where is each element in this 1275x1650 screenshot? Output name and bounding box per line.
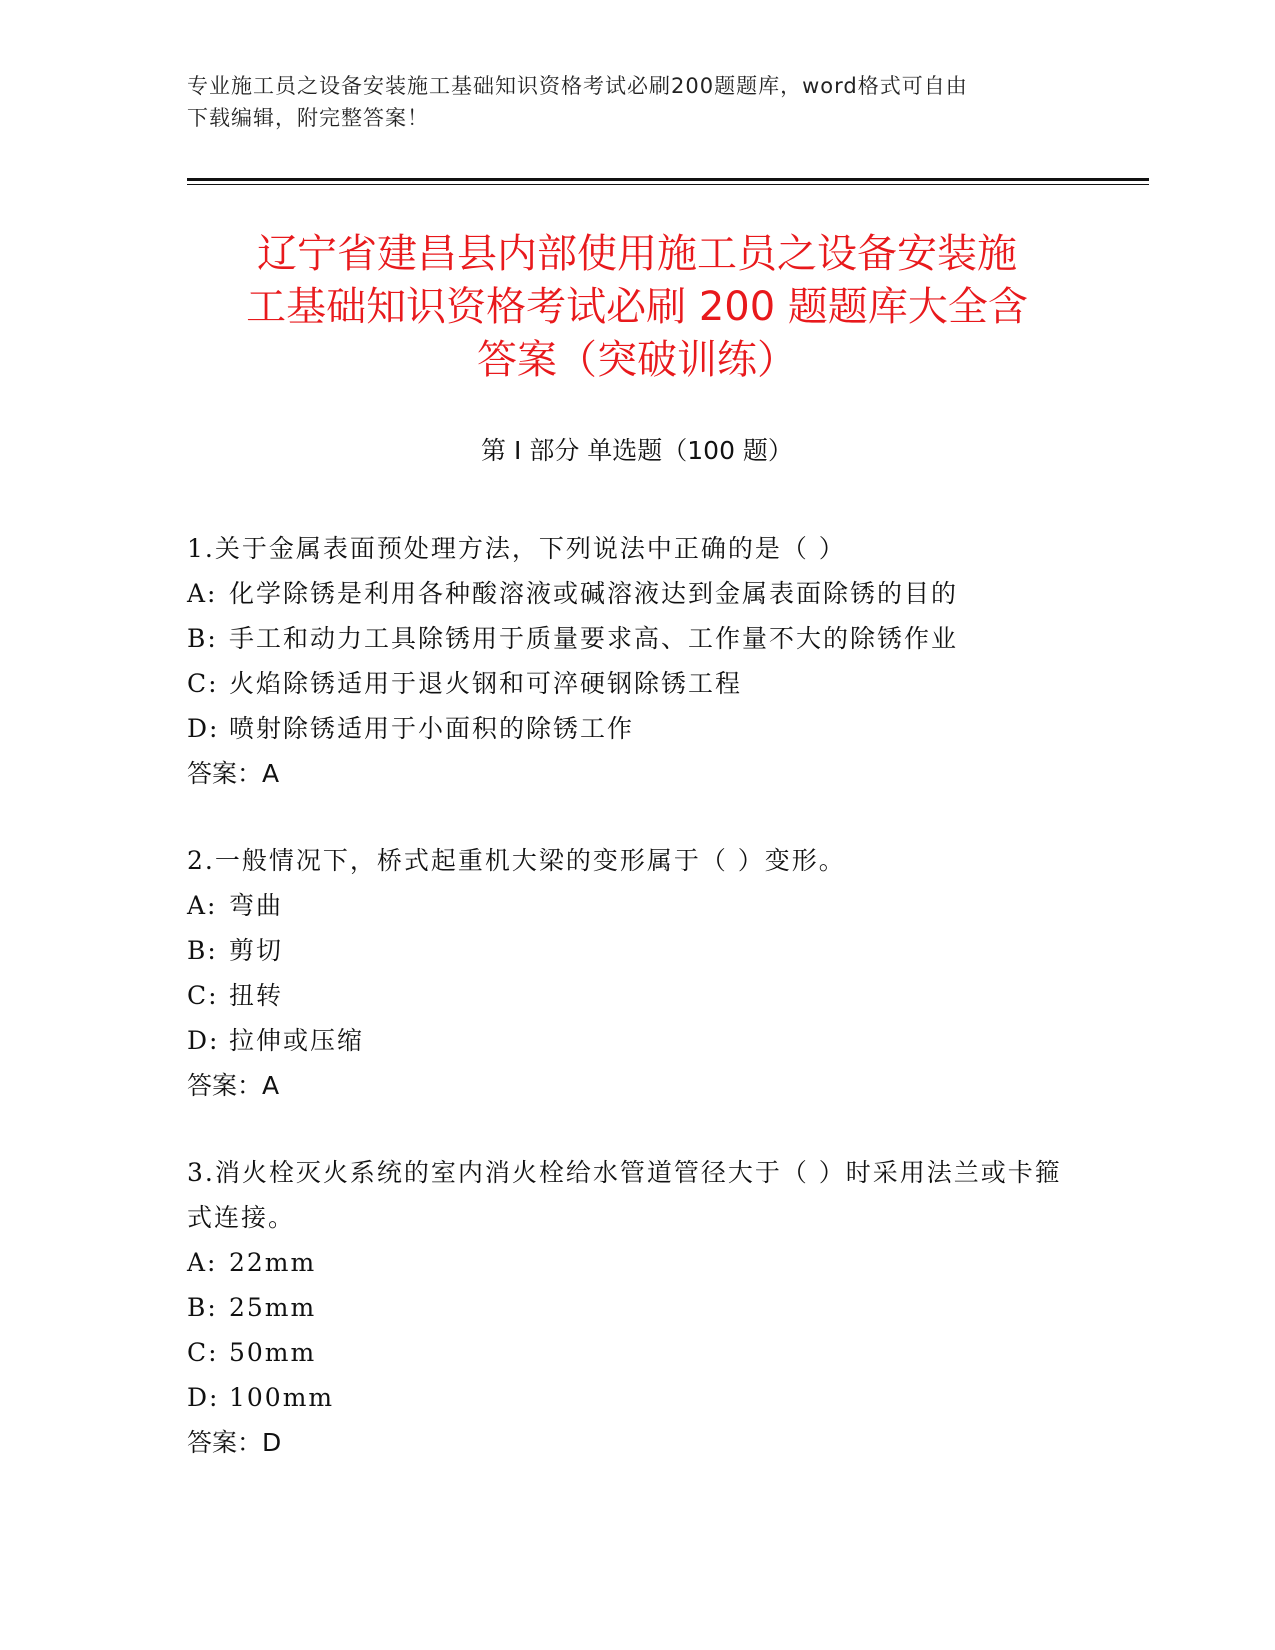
document-title xyxy=(187,228,1087,387)
option-text: 喷射除锈适用于小面积的除锈工作 xyxy=(229,714,635,743)
section-heading: 第 I 部分 单选题（100 题） xyxy=(481,436,793,465)
option-key: A: xyxy=(187,1248,218,1277)
option-text: 50mm xyxy=(229,1338,317,1367)
option-text: 火焰除锈适用于退火钢和可淬硬钢除锈工程 xyxy=(229,669,743,698)
option-key: B: xyxy=(187,624,218,653)
header-line-1: 专业施工员之设备安装施工基础知识资格考试必刷200题题库，word格式可自由 xyxy=(187,74,968,98)
question-list xyxy=(187,526,1067,1507)
header-line-2: 下载编辑，附完整答案！ xyxy=(187,106,429,130)
option-text: 剪切 xyxy=(229,936,284,965)
option-c xyxy=(187,1330,1067,1375)
title-line-3: 答案（突破训练） xyxy=(477,337,797,383)
header-rule-thin xyxy=(187,184,1149,185)
option-d xyxy=(187,706,1067,751)
question-stem: 3.消火栓灭火系统的室内消火栓给水管道管径大于（ ）时采用法兰或卡箍式连接。 xyxy=(187,1158,1062,1232)
document-header xyxy=(187,70,1067,134)
option-a xyxy=(187,1240,1067,1285)
option-c xyxy=(187,661,1067,706)
option-d xyxy=(187,1375,1067,1420)
question-stem: 2.一般情况下，桥式起重机大梁的变形属于（ ）变形。 xyxy=(187,846,846,875)
option-key: B: xyxy=(187,1293,218,1322)
option-text: 化学除锈是利用各种酸溶液或碱溶液达到金属表面除锈的目的 xyxy=(229,579,959,608)
question-2 xyxy=(187,838,1067,1108)
option-key: D: xyxy=(187,1026,220,1055)
option-key: A: xyxy=(187,891,218,920)
option-b xyxy=(187,928,1067,973)
answer-line: 答案：D xyxy=(187,1428,282,1457)
option-a xyxy=(187,883,1067,928)
header-rule-thick xyxy=(187,178,1149,181)
option-text: 100mm xyxy=(229,1383,335,1412)
option-key: C: xyxy=(187,981,219,1010)
option-key: C: xyxy=(187,1338,219,1367)
option-text: 扭转 xyxy=(229,981,284,1010)
option-text: 弯曲 xyxy=(229,891,284,920)
answer-line: 答案：A xyxy=(187,1071,280,1100)
question-3 xyxy=(187,1150,1067,1465)
title-line-1: 辽宁省建昌县内部使用施工员之设备安装施 xyxy=(257,231,1017,277)
option-key: A: xyxy=(187,579,218,608)
option-key: D: xyxy=(187,1383,220,1412)
option-key: B: xyxy=(187,936,218,965)
question-1 xyxy=(187,526,1067,796)
question-stem: 1.关于金属表面预处理方法，下列说法中正确的是（ ） xyxy=(187,534,846,563)
option-text: 22mm xyxy=(229,1248,317,1277)
option-c xyxy=(187,973,1067,1018)
option-key: C: xyxy=(187,669,219,698)
option-a xyxy=(187,571,1067,616)
answer-line: 答案：A xyxy=(187,759,280,788)
option-b xyxy=(187,1285,1067,1330)
option-b xyxy=(187,616,1067,661)
option-text: 手工和动力工具除锈用于质量要求高、工作量不大的除锈作业 xyxy=(229,624,959,653)
option-d xyxy=(187,1018,1067,1063)
option-key: D: xyxy=(187,714,220,743)
option-text: 拉伸或压缩 xyxy=(229,1026,365,1055)
option-text: 25mm xyxy=(229,1293,317,1322)
title-line-2: 工基础知识资格考试必刷 200 题题库大全含 xyxy=(246,284,1028,330)
